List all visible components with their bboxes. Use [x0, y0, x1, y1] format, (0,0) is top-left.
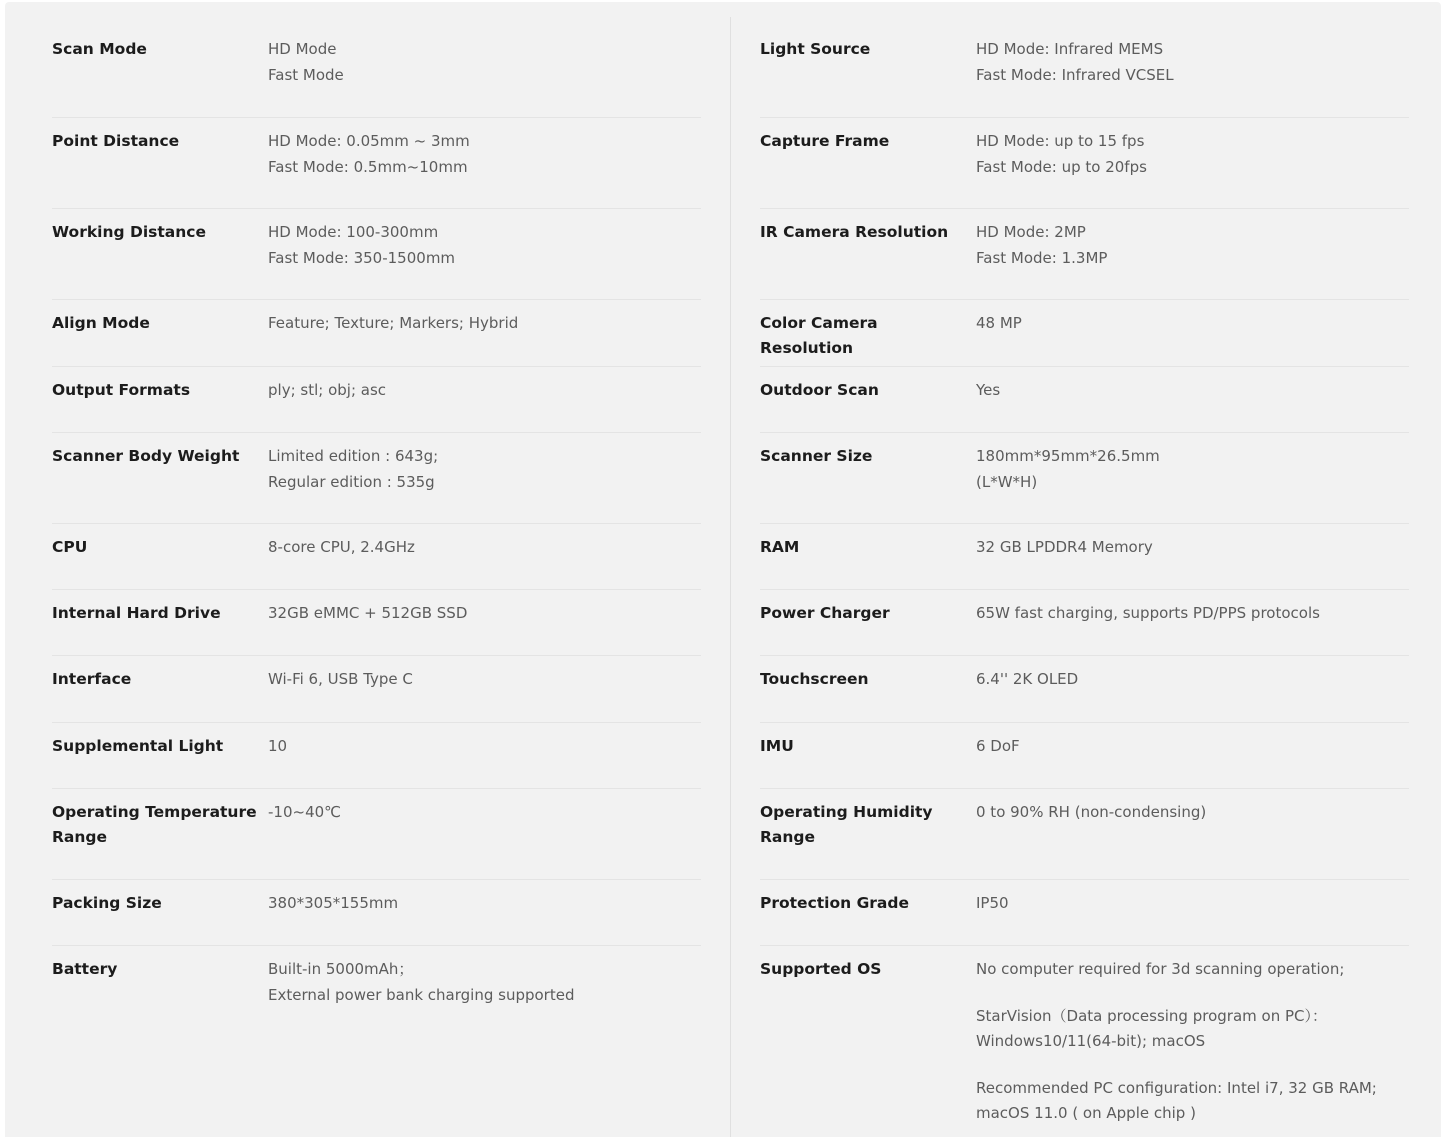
- spec-row-battery: [52, 946, 701, 1146]
- spec-row-working-distance: [52, 209, 701, 300]
- spec-row-interface: [52, 656, 701, 723]
- spec-label: Scan Mode: [52, 40, 147, 58]
- spec-value-line: 8-core CPU, 2.4GHz: [268, 538, 415, 556]
- spec-label: Light Source: [760, 40, 871, 58]
- spec-value-line: -10~40℃: [268, 803, 342, 821]
- spec-row-output-formats: [52, 367, 701, 433]
- spec-value: [268, 723, 701, 788]
- spec-label: RAM: [760, 538, 800, 556]
- column-divider: [730, 17, 731, 1137]
- spec-value-line: Fast Mode: 1.3MP: [976, 248, 1108, 267]
- spec-label: Working Distance: [52, 223, 206, 241]
- spec-row-ir-camera-resolution: [760, 209, 1409, 300]
- spec-value-line: 10: [268, 737, 288, 755]
- spec-row-cpu: [52, 524, 701, 590]
- spec-value-line: 48 MP: [976, 314, 1022, 332]
- spec-value-line: 0 to 90% RH (non-condensing): [976, 803, 1207, 821]
- spec-label: Scanner Size: [760, 447, 873, 465]
- spec-label: Interface: [52, 670, 132, 688]
- spec-value-line: Limited edition : 643g;: [268, 447, 439, 465]
- spec-value: [976, 946, 1409, 1146]
- spec-row-power-charger: [760, 590, 1409, 656]
- spec-label: Capture Frame: [760, 132, 890, 150]
- spec-value-line: 65W fast charging, supports PD/PPS protocols: [976, 604, 1320, 622]
- spec-label: Output Formats: [52, 381, 191, 399]
- spec-value-line: Fast Mode: up to 20fps: [976, 157, 1147, 176]
- spec-label: CPU: [52, 538, 88, 556]
- spec-value: [268, 524, 701, 589]
- spec-panel: [5, 2, 1441, 1137]
- spec-column-left: [52, 26, 701, 1146]
- spec-value-line: HD Mode: [268, 40, 337, 58]
- spec-value-line: Fast Mode: Infrared VCSEL: [976, 65, 1174, 84]
- spec-row-packing-size: [52, 880, 701, 946]
- spec-row-protection-grade: [760, 880, 1409, 946]
- spec-value-line: IP50: [976, 894, 1009, 912]
- spec-value: [268, 300, 701, 366]
- spec-row-scanner-body-weight: [52, 433, 701, 524]
- spec-value: [976, 880, 1409, 945]
- spec-label: Outdoor Scan: [760, 381, 879, 399]
- spec-row-ram: [760, 524, 1409, 590]
- spec-label: Align Mode: [52, 314, 150, 332]
- spec-label: Protection Grade: [760, 894, 909, 912]
- spec-value-line: 380*305*155mm: [268, 894, 399, 912]
- spec-value-line: Built-in 5000mAh；: [268, 960, 414, 978]
- spec-label: Color Camera Resolution: [760, 314, 878, 357]
- spec-value-line: HD Mode: Infrared MEMS: [976, 40, 1164, 58]
- spec-row-operating-humidity-range: [760, 789, 1409, 880]
- spec-row-touchscreen: [760, 656, 1409, 723]
- spec-value-line: Windows10/11(64-bit); macOS: [976, 1032, 1206, 1050]
- spec-value: [268, 433, 701, 523]
- spec-label: IMU: [760, 737, 794, 755]
- spec-value: [976, 300, 1409, 366]
- spec-label: Point Distance: [52, 132, 180, 150]
- spec-value-line: HD Mode: 0.05mm ~ 3mm: [268, 132, 470, 150]
- spec-value: [268, 946, 701, 1146]
- spec-value-line: Fast Mode: [268, 65, 344, 84]
- spec-value-line: Fast Mode: 350-1500mm: [268, 248, 456, 267]
- spec-row-capture-frame: [760, 118, 1409, 209]
- spec-value-line: Feature; Texture; Markers; Hybrid: [268, 314, 519, 332]
- spec-value: [268, 880, 701, 945]
- spec-value: [976, 590, 1409, 655]
- spec-label: Battery: [52, 960, 118, 978]
- spec-value-line: Recommended PC configuration: Intel i7, 32 GB RAM;: [976, 1078, 1377, 1097]
- spec-value: [976, 656, 1409, 722]
- spec-row-supported-os: [760, 946, 1409, 1146]
- spec-row-scanner-size: [760, 433, 1409, 524]
- spec-label: Supplemental Light: [52, 737, 224, 755]
- spec-value-line: Fast Mode: 0.5mm~10mm: [268, 157, 468, 176]
- spec-label: Packing Size: [52, 894, 162, 912]
- spec-label: Internal Hard Drive: [52, 604, 221, 622]
- spec-value-line: Wi-Fi 6, USB Type C: [268, 670, 413, 688]
- spec-value-line: (L*W*H): [976, 472, 1038, 491]
- spec-value: [976, 367, 1409, 432]
- spec-row-supplemental-light: [52, 723, 701, 789]
- spec-value: [976, 433, 1409, 523]
- spec-value: [268, 118, 701, 208]
- spec-label: IR Camera Resolution: [760, 223, 949, 241]
- spec-value: [976, 723, 1409, 788]
- spec-value-line: ply; stl; obj; asc: [268, 381, 387, 399]
- spec-column-right: [760, 26, 1409, 1146]
- spec-value: [976, 118, 1409, 208]
- spec-label: Touchscreen: [760, 670, 869, 688]
- spec-value-line: 32 GB LPDDR4 Memory: [976, 538, 1153, 556]
- spec-value: [976, 524, 1409, 589]
- spec-row-point-distance: [52, 118, 701, 209]
- spec-value-line: macOS 11.0 ( on Apple chip ): [976, 1104, 1196, 1122]
- spec-value: [268, 26, 701, 117]
- spec-row-align-mode: [52, 300, 701, 367]
- spec-row-operating-temperature-range: [52, 789, 701, 880]
- spec-label: Scanner Body Weight: [52, 447, 240, 465]
- spec-value: [268, 656, 701, 722]
- spec-row-outdoor-scan: [760, 367, 1409, 433]
- spec-value: [268, 209, 701, 299]
- spec-label: Operating Temperature Range: [52, 803, 257, 846]
- spec-value-line: 32GB eMMC + 512GB SSD: [268, 604, 468, 622]
- spec-row-internal-hard-drive: [52, 590, 701, 656]
- spec-value: [976, 209, 1409, 299]
- spec-value-line: No computer required for 3d scanning operation;: [976, 960, 1345, 978]
- spec-label: Supported OS: [760, 960, 882, 978]
- spec-row-light-source: [760, 26, 1409, 118]
- spec-row-imu: [760, 723, 1409, 789]
- spec-value-line: HD Mode: 2MP: [976, 223, 1086, 241]
- spec-value-line: Regular edition : 535g: [268, 472, 435, 491]
- spec-value: [268, 367, 701, 432]
- spec-value: [976, 26, 1409, 117]
- spec-value-line: HD Mode: up to 15 fps: [976, 132, 1145, 150]
- spec-value-line: Yes: [976, 381, 1001, 399]
- spec-value-line: External power bank charging supported: [268, 985, 575, 1004]
- spec-value: [268, 590, 701, 655]
- spec-value-line: 180mm*95mm*26.5mm: [976, 447, 1160, 465]
- spec-value-line: StarVision（Data processing program on PC）：: [976, 1006, 1327, 1025]
- spec-value: [976, 789, 1409, 879]
- spec-value: [268, 789, 701, 879]
- spec-value-line: 6 DoF: [976, 737, 1020, 755]
- spec-row-scan-mode: [52, 26, 701, 118]
- spec-row-color-camera-resolution: [760, 300, 1409, 367]
- spec-value-line: HD Mode: 100-300mm: [268, 223, 439, 241]
- spec-value-line: 6.4'' 2K OLED: [976, 670, 1079, 688]
- spec-label: Power Charger: [760, 604, 890, 622]
- spec-label: Operating Humidity Range: [760, 803, 933, 846]
